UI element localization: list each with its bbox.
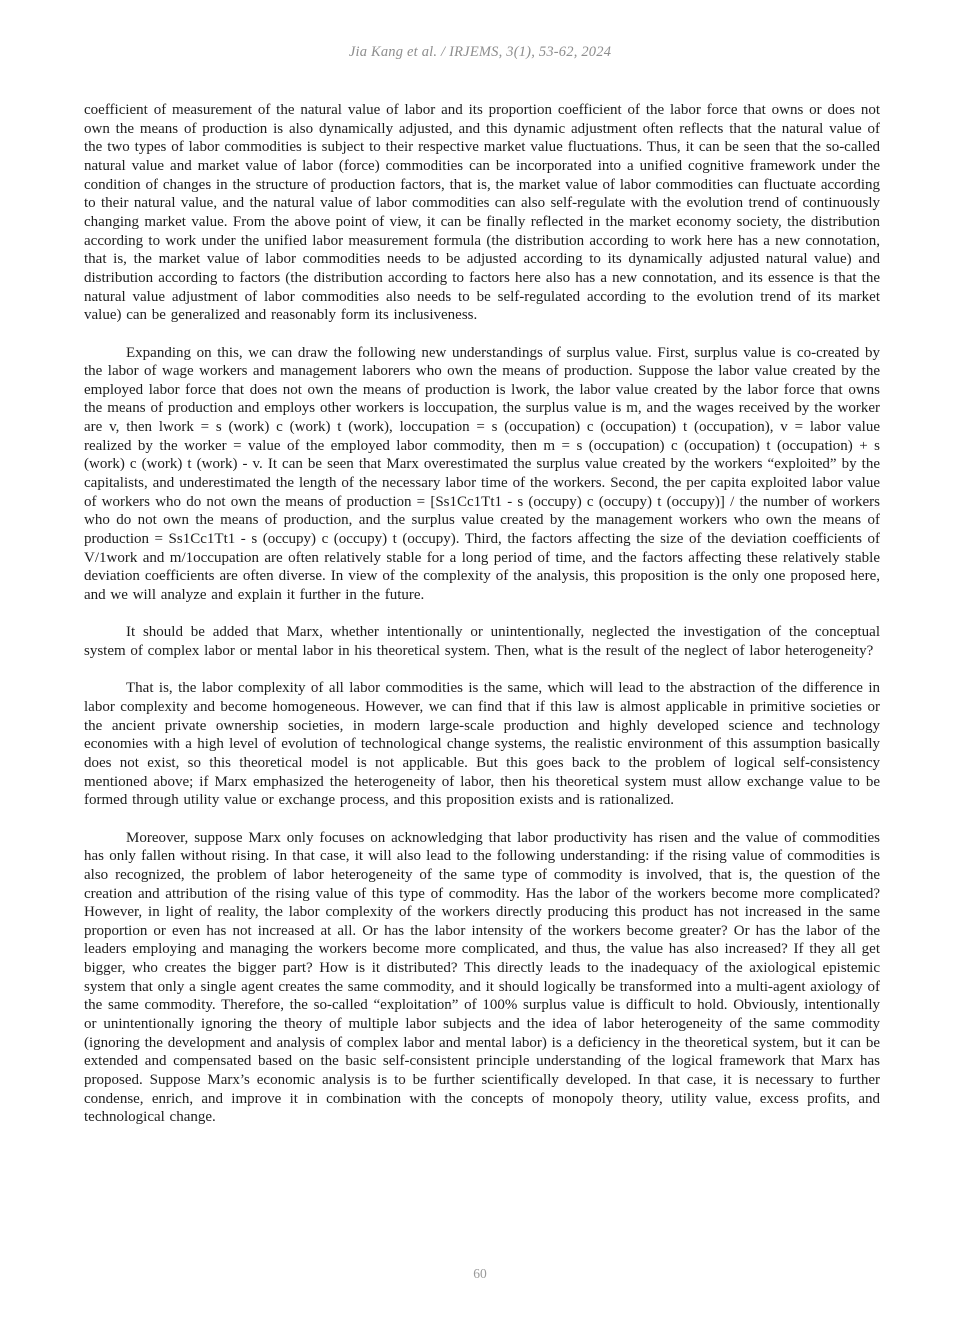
paragraph-productivity: Moreover, suppose Marx only focuses on acknowledging that labor productivity has risen and the value of commodities has only fallen without rising. In that case, it will also lead to the following understanding: if the rising value of commodities is also recognized, the problem of labor heterogeneity of the same type of commodity is involved, that is, the question of the creation and attribution of the rising value of this type of commodity. Has the labor of the workers become more complicated? However, in light of reality, the labor complexity of the workers directly producing this product has not increased in the same proportion or even has not increased at all. Or has the labor intensity of the workers become greater? Or has the labor of the leaders employing and managing the workers become more complicated, and thus, the value has also increased? If they all get bigger, who creates the bigger part? How is it distributed? This directly leads to the inadequacy of the axiological epistemic system that only a single agent creates the same commodity, and it should logically be transformed into a multi-agent axiology of the same commodity. Therefore, the so-called “exploitation” of 100% surplus value is difficult to hold. Obviously, intentionally or unintentionally ignoring the theory of multiple labor subjects and the idea of labor heterogeneity of the same commodity (ignoring the development and analysis of complex labor and mental labor) is a deficiency in the theoretical system, but it can be extended and compensated based on the basic self-consistent principle understanding of the logical framework that Marx has proposed. Suppose Marx’s economic analysis is to be further scientifically developed. In that case, it is necessary to further condense, enrich, and improve it in combination with the concepts of monopoly theory, utility value, excess profits, and technological change. xyxy=(84,829,880,1126)
article-body xyxy=(84,101,880,1146)
paragraph-labor-complexity: That is, the labor complexity of all labor commodities is the same, which will lead to the abstraction of the difference in labor complexity and become homogeneous. However, we can find that if this law is almost applicable in primitive societies or the ancient private ownership societies, in modern large-scale production and highly developed science and technology economies with a high level of evolution of technological change systems, the realistic environment of this assumption basically does not exist, so this theoretical model is not applicable. But this goes back to the problem of logical self-consistency mentioned above; if Marx emphasized the heterogeneity of labor, then his theoretical system must allow exchange value to be formed through utility value or exchange process, and this proposition exists and is rationalized. xyxy=(84,680,880,809)
page-number: 60 xyxy=(473,1266,487,1281)
paragraph-surplus-value: Expanding on this, we can draw the following new understandings of surplus value. First, surplus value is co-created by the labor of wage workers and management laborers who own the means of production. Suppose the labor value created by the employed labor force that does not own the means of production is lwork, the labor value created by the labor force that owns the means of production and employs other workers is loccupation, the surplus value is m, and the wages received by the worker are v, then lwork = s (work) c (work) t (work), loccupation = s (occupation) c (occupation) t (occupation), v = labor value realized by the worker = value of the employed labor commodity, then m = s (occupation) c (occupation) t (occupation) + s (work) c (work) t (work) - v. It can be seen that Marx overestimated the surplus value created by the workers “exploited” by the capitalists, and underestimated the length of the necessary labor time of the workers. Second, the per capita exploited labor value of workers who do not own the means of production = [Ss1Cc1Tt1 - s (occupy) c (occupy) t (occupy)] / the number of workers who do not own the means of production, and the surplus value created by the management workers who own the means of production = Ss1Cc1Tt1 - s (occupy) c (occupy) t (occupy). Third, the factors affecting the size of the deviation coefficients of V/1work and m/1occupation are often relatively stable for a long period of time, and the factors affecting these relatively stable deviation coefficients are often diverse. In view of the complexity of the analysis, this proposition is the only one proposed here, and we will analyze and explain it further in the future. xyxy=(84,344,880,604)
paragraph-continuation: coefficient of measurement of the natural value of labor and its proportion coefficient of the labor force that owns or does not own the means of production is also dynamically adjusted, and this dynamic adjustment often reflects that the natural value of the two types of labor commodities is subject to their respective market value fluctuations. Thus, it can be seen that the so-called natural value and market value of labor (force) commodities can be incorporated into a unified cognitive framework under the condition of changes in the structure of production factors, that is, the market value of labor commodities can fluctuate according to their natural value, and the natural value of labor commodities can also self-regulate with the evolution trend of continuously changing market value. From the above point of view, it can be finally reflected in the market economy society, the distribution according to work under the unified labor measurement formula (the distribution according to work here has a new connotation, that is, the market value of labor commodities needs to be adjusted according to its dynamically adjusted natural value) and distribution according to factors (the distribution according to factors here also has a new connotation, and its essence is that the natural value adjustment of labor commodities also needs to be self-regulated according to the evolution trend of its market value) can be generalized and reasonably form its inclusiveness. xyxy=(84,102,880,324)
running-head-citation: Jia Kang et al. / IRJEMS, 3(1), 53-62, 2024 xyxy=(348,44,612,60)
paragraph-marx-neglect: It should be added that Marx, whether intentionally or unintentionally, neglected the investigation of the conceptual system of complex labor or mental labor in his theoretical system. Then, what is the result of the neglect of labor heterogeneity? xyxy=(84,624,880,659)
